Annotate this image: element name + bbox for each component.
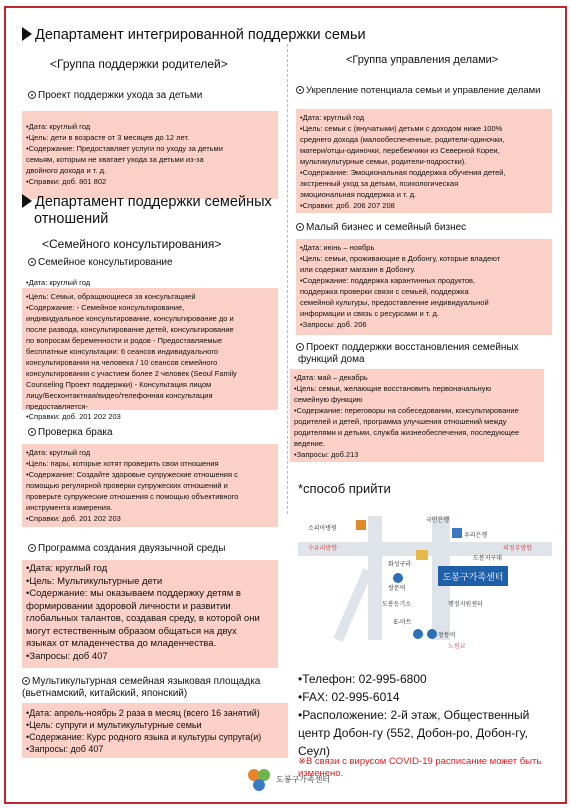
childcare-line: семьям, которым не хватает ухода за детьми из-за [26,155,204,164]
column-divider [287,44,288,514]
marriage-check-line: помощью регулярной проверки супружеских отношений и [26,481,228,490]
map-label-b1: 화성구라 [388,561,412,568]
capacity-line: •Справки: доб. 206 207 208 [300,201,395,210]
marriage-check-line: проверьте супружеские отношения с помощью объективного [26,492,239,501]
section-marriage-check-title: Проверка брака [38,427,113,438]
map-svg [298,510,552,650]
map-bank-marker [416,550,428,560]
circle-bullet-icon [28,91,36,99]
map-label-office: 도봉등기소 [382,601,411,608]
childcare-line: •Дата: круглый год [26,122,91,131]
marriage-check-line: инструмента измерения. [26,503,113,512]
childcare-info-box [22,111,278,199]
counseling-line: бесплатные консультации: 6 сеансов индивидуального [26,347,219,356]
counseling-line: •Содержание: - Семейное консультирование, [26,303,185,312]
small-business-line: •Запросы: доб. 206 [300,320,367,329]
capacity-line: •Дата: круглый год [300,113,365,122]
main-title [22,27,366,44]
circle-bullet-icon [296,86,304,94]
map-label-station-1: 쌍문역 [388,585,406,592]
covid-note-line-1: ※В связи с вирусом COVID-19 расписание может быть [298,756,542,767]
bilingual-line: формировании здоровой личности и развитии [26,600,231,612]
counseling-line: консультирования на человека / 10 сеансов семейного [26,358,218,367]
circle-bullet-icon [296,343,304,351]
location-line-2: центр Добон-гу (552, Добон-ро, Добон-гу, [298,726,528,740]
map-marker-3 [427,629,437,639]
language-info-box [22,703,288,758]
small-business-info-box [296,239,552,335]
circle-bullet-icon [28,428,36,436]
small-business-line: или содержат магазин в Добонгу. [300,265,416,274]
marriage-check-line: •Дата: круглый год [26,448,91,457]
section-small-business-title: Малый бизнес и семейный бизнес [306,222,467,233]
logo-text: 도봉구가족센터 [276,775,331,784]
bilingual-line: могут естественным образом общаться на двух [26,625,237,637]
map-label-bank1: 국민은행 [426,517,450,524]
title-family-relations-line1: Департамент поддержки семейных [35,194,272,210]
bilingual-line: •Цель: Мультикультурные дети [26,575,163,587]
group-case-management: <Группа управления делами> [346,54,499,66]
childcare-line: •Содержание: Предоставляет услуги по уходу за детьми [26,144,223,153]
counseling-date: •Дата: круглый год [26,278,91,287]
map-hospital-marker [356,520,366,530]
map-label-direction-2: 의정부방향 [503,545,532,552]
family-center-logo [246,765,366,795]
restoration-line: •Дата: май – декабрь [294,373,368,382]
map-label-bank2: 우리은행 [464,532,488,539]
bilingual-info-box [22,560,278,668]
childcare-line: •Справки: доб. 801 802 [26,177,107,186]
map-label-hospital: 소피아병원 [308,525,337,532]
restoration-line: ведение. [294,439,326,448]
section-counseling [28,257,173,269]
marriage-check-line: •Справки: доб. 201 202 203 [26,514,121,523]
capacity-line: •Содержание: Эмоциональная поддержка обучения детей, [300,168,506,177]
circle-bullet-icon [28,258,36,266]
circle-bullet-icon [296,223,304,231]
location-line-3: Сеул) [298,744,330,758]
triangle-icon [22,27,32,41]
location-map [298,510,552,650]
counseling-line: Counseling Проект поддержки) - Консультация лицом [26,380,212,389]
map-label-police: 도봉지구대 [473,555,502,562]
route-title: *способ прийти [298,481,391,496]
map-marker-1 [393,573,403,583]
capacity-line: матери/отцы-одиночки, перебежчики из Северной Кореи, [300,146,500,155]
main-title-text: Департамент интегрированной поддержки семьи [35,27,366,43]
small-business-line: •Цель: семьи, проживающие в Добонгу, которые владеют [300,254,501,263]
map-center-label: 도봉구가족센터 [442,573,504,583]
marriage-check-info-box [22,444,278,527]
small-business-line: семейной культуры, предоставление индивидуальной [300,298,489,307]
capacity-line: •Цель: семьи с (внучатыми) детьми с доходом ниже 100% [300,124,503,133]
childcare-line: двойного дохода и т. д. [26,166,107,175]
restoration-line: семейную функцию [294,395,363,404]
restoration-info-box [290,369,544,462]
counseling-line: •Цель: Семьи, обращающиеся за консультацией [26,292,196,301]
restoration-line: •Цель: семьи, желающие восстановить первоначальную [294,384,492,393]
bilingual-line: •Запросы: доб 407 [26,650,108,662]
restoration-line: родителями и детьми, служба жизнеобеспечения, последующее [294,428,520,437]
circle-bullet-icon [22,677,30,685]
capacity-line: мультикультурные семьи, родители-подростки). [300,157,467,166]
capacity-line: среднего дохода (малообеспеченные, родители-одиночки, [300,135,505,144]
circle-bullet-icon [28,544,36,552]
section-language-title-1: Мультикультурная семейная языковая площадка [32,676,261,687]
section-language-title-2: (вьетнамский, китайский, японский) [22,688,188,699]
section-language-playground [22,676,260,700]
title-family-relations [22,194,272,228]
section-marriage-check [28,427,113,439]
map-bank2-marker [452,528,462,538]
bilingual-line: •Содержание: мы оказываем поддержку детям в [26,588,241,599]
section-bilingual-title: Программа создания двуязычной среды [38,543,226,554]
section-restoration-title-2: функций дома [298,354,365,365]
section-capacity [296,85,540,97]
map-marker-2 [413,629,423,639]
small-business-line: поддержка проверки связи с семьей, поддержка [300,287,469,296]
phone-text: •Телефон: 02-995-6800 [298,672,427,686]
map-label-station-2: 창동역 [438,632,456,639]
counseling-line: после развода, консультирование детей, консультирование [26,325,234,334]
map-road-vertical-1 [368,516,382,640]
map-label-direction-1: 수유리방향 [308,545,337,552]
language-line: •Запросы: доб 407 [26,744,104,754]
section-restoration-title-1: Проект поддержки восстановления семейных [306,342,519,353]
counseling-contact: •Справки: доб. 201 202 203 [26,412,121,421]
restoration-line: •Содержание: переговоры на собеседовании, консультирование [294,406,519,415]
title-family-relations-line2: отношений [34,211,109,227]
counseling-info-box [22,288,278,410]
triangle-icon [22,194,32,208]
fax-text: •FAX: 02-995-6014 [298,690,400,704]
section-counseling-title: Семейное консультирование [38,257,173,268]
group-family-counseling: <Семейного консультирования> [42,237,222,251]
small-business-line: информации и связь с ресурсами и т. д. [300,309,439,318]
covid-note-line-2: изменено. [298,768,344,779]
section-restoration [296,342,519,366]
contact-block [298,670,529,760]
capacity-info-box [296,109,552,213]
group-parent-support: <Группа поддержки родителей> [50,57,228,71]
capacity-line: экстренный уход за детьми, психологическая [300,179,459,188]
language-line: •Цель: супруги и мультикультурные семьи [26,720,202,730]
section-childcare-title: Проект поддержки ухода за детьми [38,90,203,101]
counseling-line: по вопросам беременности и родов - Предоставляемые [26,336,223,345]
section-childcare [28,90,202,102]
counseling-line: индивидуальное консультирование, консультирование до и [26,314,234,323]
childcare-line: •Цель: дети в возрасте от 3 месяцев до 12 лет. [26,133,190,142]
language-line: •Содержание: Курс родного языка и культуры супруга(и) [26,732,262,742]
map-label-emart: E-마트 [394,619,412,626]
map-label-bridge: 노원교 [448,643,466,650]
language-line: •Дата: апрель-ноябрь 2 раза в месяц (всего 16 занятий) [26,708,260,718]
bilingual-line: языках от младенчества до младенчества. [26,638,217,649]
footer-logo [246,765,366,795]
location-line-1: •Расположение: 2-й этаж, Общественный [298,708,530,722]
small-business-line: •Дата: июнь – ноябрь [300,243,375,252]
section-bilingual [28,543,225,555]
counseling-line: лицу/Бесконтактная/видео/телефонная консультация [26,391,213,400]
capacity-line: эмоциональная поддержка и т. д. [300,190,417,199]
restoration-line: родителей и детей, программа улучшения отношений между [294,417,507,426]
counseling-line: предоставляется- [26,402,88,411]
section-capacity-title: Укрепление потенциала семьи и управление делами [306,85,541,96]
bilingual-line: глобальных талантов, создавая среду, в которой они [26,613,260,624]
bilingual-line: •Дата: круглый год [26,563,108,574]
marriage-check-line: •Содержание: Создайте здоровые супружеские отношения с [26,470,238,479]
section-small-business [296,222,466,234]
counseling-line: консультирования с участием более 2 человек (Seoul Family [26,369,237,378]
map-label-welfare: 행정지원센터 [448,601,483,608]
small-business-line: •Содержание: поддержка карантинных продуктов, [300,276,476,285]
restoration-line: •Запросы: доб.213 [294,450,359,459]
marriage-check-line: •Цель: пары, которые хотят проверить свои отношения [26,459,219,468]
